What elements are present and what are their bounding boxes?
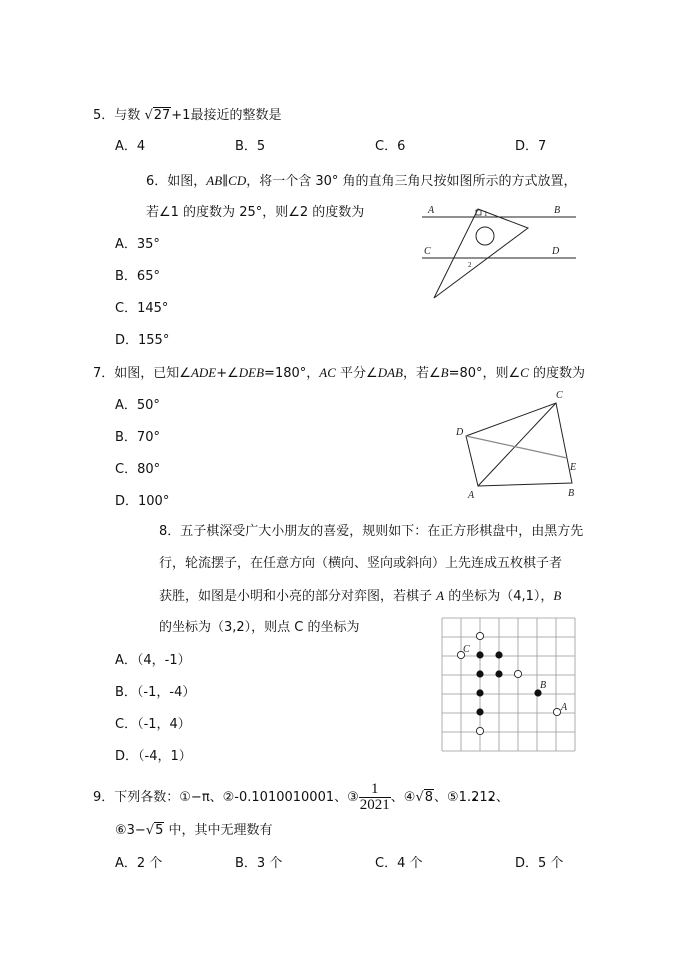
white-stone (476, 727, 483, 734)
label-b: B (568, 488, 575, 499)
q8-stem-line3 (159, 587, 561, 606)
label-d: D (456, 427, 464, 438)
q9-text-b: 、④ (390, 790, 416, 805)
q6-figure (420, 200, 580, 302)
q9-number: 9． (93, 790, 115, 805)
q8-text-a: 获胜，如图是小明和小亮的部分对弈图，若棋子 (159, 589, 437, 604)
q7-option-c: C．80° (115, 462, 161, 477)
label-b: B (554, 205, 561, 216)
label-a: A (561, 702, 568, 713)
q7-text-b: +∠ (216, 366, 239, 381)
triangle-ruler (434, 209, 528, 298)
white-stone-a (553, 708, 560, 715)
label-angle-1: 1 (484, 210, 488, 218)
q9-option-d: D．5 个 (515, 856, 564, 871)
board-grid (442, 618, 575, 751)
label-a: A (428, 205, 435, 216)
q6-option-b: B．65° (115, 269, 160, 284)
q7-number: 7． (93, 366, 115, 381)
ruler-hole (476, 227, 494, 245)
fraction-denominator: 2021 (359, 797, 390, 813)
q6-option-a: A．35° (115, 237, 160, 252)
q5-text-c: 最接近的整数是 (190, 108, 282, 123)
q5-option-c: C．6 (375, 139, 406, 154)
q6-text-a: 6．如图， (146, 174, 207, 189)
q5-radicand: 27 (153, 108, 171, 123)
sqrt-5: √5 (145, 823, 164, 838)
q7-text-f: =80°，则∠ (448, 366, 521, 381)
label-angle-2: 2 (468, 261, 472, 269)
q7-math-b: B (440, 365, 449, 380)
q8-stem-line2: 行，轮流摆子，在任意方向（横向、竖向或斜向）上先连成五枚棋子者 (159, 556, 563, 571)
label-c: C (463, 644, 470, 655)
label-c: C (556, 390, 563, 401)
q9-option-a: A．2 个 (115, 856, 163, 871)
black-stone (476, 651, 483, 658)
q7-figure (452, 388, 584, 504)
black-stone (495, 670, 502, 677)
black-stone (476, 670, 483, 677)
q8-math-b: B (553, 588, 562, 603)
repeating-digit: • 2 (488, 790, 496, 805)
black-stones (457, 651, 541, 715)
q8-go-board (440, 616, 576, 752)
segment-de (466, 436, 567, 458)
q9-text-e: ⑥3− (115, 823, 146, 838)
q9-option-b: B．3 个 (235, 856, 283, 871)
q7-text-c: =180°， (264, 366, 320, 381)
q7-option-d: D．100° (115, 494, 170, 509)
q5-option-a: A．4 (115, 139, 146, 154)
q6-option-c: C．145° (115, 301, 169, 316)
fraction-1-2021 (359, 782, 391, 813)
black-stone (476, 689, 483, 696)
q6-math-ab-cd: AB∥CD (206, 173, 247, 188)
q7-math-dab: DAB (377, 365, 403, 380)
q9-option-c: C．4 个 (375, 856, 423, 871)
q7-option-a: A．50° (115, 398, 160, 413)
q9-text-c: 、⑤1. (434, 790, 472, 805)
label-a: A (468, 490, 475, 501)
q5-text-b: +1 (171, 108, 191, 123)
q7-text-e: ，若∠ (402, 366, 441, 381)
q6-stem-line1 (146, 172, 577, 191)
q5-text-a: 与数 (114, 108, 141, 123)
q9-text-f: 中，其中无理数有 (164, 823, 273, 838)
q7-math-ac: AC (319, 365, 336, 380)
q9-radicand-5: 5 (155, 823, 164, 838)
q8-stem-line4: 的坐标为（3,2），则点 C 的坐标为 (159, 620, 360, 635)
q8-text-b: 的坐标为（4,1）， (444, 589, 554, 604)
q5-number: 5． (93, 108, 115, 123)
q7-math-c: C (520, 365, 529, 380)
sqrt-27: √27 (144, 108, 171, 123)
q6-text-b: ，将一个含 30° 角的直角三角尺按如图所示的方式放置， (246, 174, 577, 189)
q5-option-b: B．5 (235, 139, 266, 154)
q8-option-b: B．（-1，-4） (115, 685, 196, 700)
label-c: C (424, 246, 431, 257)
q7-option-b: B．70° (115, 430, 160, 445)
q9-radicand-8: 8 (424, 790, 434, 805)
q8-math-a: A (436, 588, 445, 603)
sqrt-8: √8 (415, 790, 434, 805)
q8-option-c: C．（-1，4） (115, 717, 191, 732)
q9-text-d: 、 (495, 790, 509, 805)
q7-text-a: 如图，已知∠ (114, 366, 191, 381)
fraction-numerator: 1 (359, 782, 391, 798)
q9-stem-line2 (115, 822, 273, 840)
q7-text-g: 的度数为 (528, 366, 585, 381)
q7-math-ade: ADE (190, 365, 217, 380)
q5-stem (93, 107, 281, 125)
q9-digit-mid: 1 (479, 790, 488, 805)
white-stone (514, 670, 521, 677)
black-stone (476, 708, 483, 715)
label-d: D (552, 246, 560, 257)
black-stone (495, 651, 502, 658)
q5-option-d: D．7 (515, 139, 547, 154)
segment-ac (478, 403, 556, 486)
q8-stem-line1: 8．五子棋深受广大小朋友的喜爱，规则如下：在正方形棋盘中，由黑方先 (159, 524, 584, 539)
q7-text-d: 平分∠ (335, 366, 378, 381)
q6-option-d: D．155° (115, 333, 170, 348)
q9-stem-line1 (93, 778, 509, 818)
q8-option-d: D．（-4，1） (115, 749, 192, 764)
q8-option-a: A．（4，-1） (115, 653, 191, 668)
q9-text-a: 下列各数：①−π、②-0.1010010001、③ (114, 790, 359, 805)
repeating-digit: • 2 (471, 790, 479, 805)
label-e: E (570, 462, 577, 473)
q7-math-deb: DEB (238, 365, 265, 380)
q7-stem (93, 364, 585, 383)
label-b: B (540, 680, 547, 691)
quadrilateral-dabc (466, 403, 572, 486)
white-stone (476, 632, 483, 639)
q6-stem-line2: 若∠1 的度数为 25°，则∠2 的度数为 (146, 205, 365, 220)
